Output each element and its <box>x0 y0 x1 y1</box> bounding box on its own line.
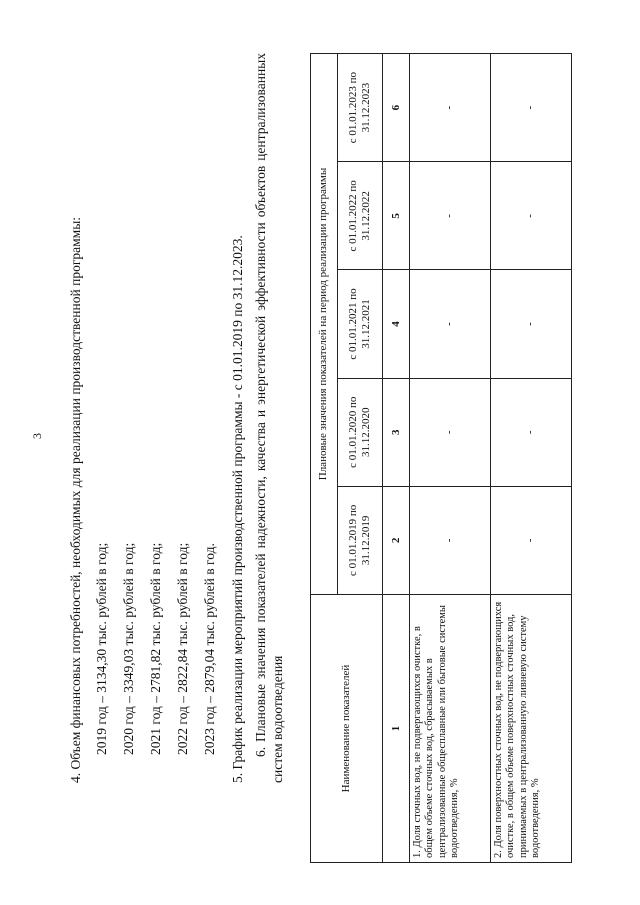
column-number: 6 <box>383 54 410 162</box>
indicators-table <box>310 53 572 863</box>
indicator-name: 2. Доля поверхностных сточных вод, не подвергающихся очистке, в общем объеме поверхностных сточных вод, принимаемых в централизованную ливневую систему водоотведения, % <box>490 595 571 863</box>
column-number: 3 <box>383 378 410 486</box>
indicator-value: - <box>490 54 571 162</box>
indicator-value: - <box>490 486 571 594</box>
table-row <box>409 54 490 863</box>
header-period-2022: с 01.01.2022 по 31.12.2022 <box>337 162 383 270</box>
indicator-name: 1. Доля сточных вод, не подвергающихся очистке, в общем объеме сточных вод, сбрасываемых в централизованные общесплавные или бытовые системы водоотведения, % <box>409 595 490 863</box>
section-6-text: 6. Плановые значения показателей надежности, качества и энергетической эффективности объектов централизованных систем водоотведения <box>253 53 285 783</box>
indicator-value: - <box>490 378 571 486</box>
header-indicator-name: Наименование показателей <box>311 595 383 863</box>
table-header-row <box>311 54 338 863</box>
header-period-2023: с 01.01.2023 по 31.12.2023 <box>337 54 383 162</box>
table-row <box>490 54 571 863</box>
column-number: 2 <box>383 486 410 594</box>
column-number: 4 <box>383 270 410 378</box>
indicator-value: - <box>490 270 571 378</box>
finance-year-2022: 2022 год – 2822,84 тыс. рублей в год; <box>175 542 190 755</box>
finance-year-2020: 2020 год – 3349,03 тыс. рублей в год; <box>121 542 136 755</box>
indicator-value: - <box>490 162 571 270</box>
header-period-2020: с 01.01.2020 по 31.12.2020 <box>337 378 383 486</box>
column-number: 5 <box>383 162 410 270</box>
finance-year-2023: 2023 год – 2879,04 тыс. рублей в год. <box>202 543 217 755</box>
section-5-schedule: 5. График реализации мероприятий производственной программы - с 01.01.2019 по 31.12.2023. <box>230 235 245 783</box>
header-period-2021: с 01.01.2021 по 31.12.2021 <box>337 270 383 378</box>
table-column-numbers-row <box>383 54 410 863</box>
page-number: 3 <box>30 433 44 439</box>
header-planned-values: Плановые значения показателей на период реализации программы <box>311 54 338 595</box>
column-number: 1 <box>383 595 410 863</box>
finance-year-2019: 2019 год – 3134,30 тыс. рублей в год; <box>94 542 109 755</box>
header-period-2019: с 01.01.2019 по 31.12.2019 <box>337 486 383 594</box>
finance-year-2021: 2021 год – 2781,82 тыс. рублей в год; <box>148 542 163 755</box>
section-6-heading <box>252 53 286 783</box>
indicator-value: - <box>409 378 490 486</box>
section-4-heading: 4. Объем финансовых потребностей, необходимых для реализации производственной программы: <box>68 216 83 783</box>
indicator-value: - <box>409 162 490 270</box>
indicator-value: - <box>409 270 490 378</box>
indicator-value: - <box>409 486 490 594</box>
indicator-value: - <box>409 54 490 162</box>
